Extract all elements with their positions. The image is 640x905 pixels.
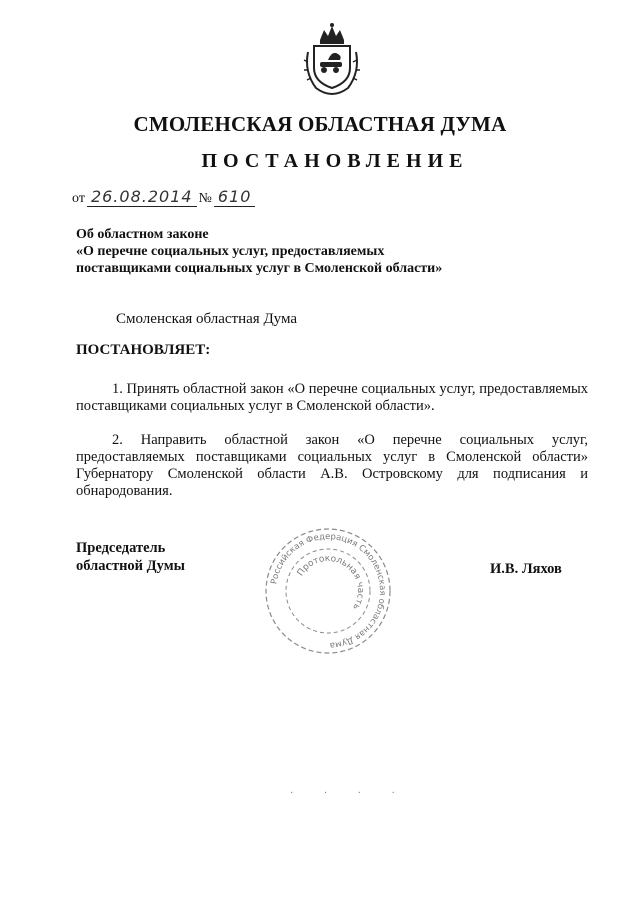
subject-line: «О перечне социальных услуг, предоставляемых (76, 244, 385, 259)
stamp-outer-text: Российская Федерация Смоленская областная Дума (269, 531, 388, 651)
signer-title (76, 539, 185, 575)
date-prefix: от (72, 191, 85, 206)
document-date: 26.08.2014 (87, 188, 197, 207)
coat-of-arms-icon (302, 22, 362, 98)
svg-text:Протокольная часть (296, 554, 365, 611)
subject-line: поставщиками социальных услуг в Смоленской области» (76, 261, 443, 276)
intro-text: Смоленская областная Дума (116, 311, 298, 327)
number-label: № (198, 191, 212, 206)
signer-title-line: областной Думы (76, 558, 185, 574)
scan-dots: · · · · (290, 788, 409, 799)
organization-title: СМОЛЕНСКАЯ ОБЛАСТНАЯ ДУМА (133, 112, 507, 136)
resolution-item: 1. Принять областной закон «О перечне социальных услуг, предоставляемых поставщиками социальных услуг в Смоленской области». (76, 381, 588, 414)
resolution-item: 2. Направить областной закон «О перечне социальных услуг, предоставляемых поставщиками социальных услуг в Смоленской области» Губернатору Смоленской области А.В. Островскому для подписания и обнародования. (76, 432, 588, 499)
signer-name: И.В. Ляхов (490, 561, 562, 577)
date-number-line (72, 188, 255, 207)
official-seal-icon (262, 525, 394, 657)
signer-title-line: Председатель (76, 540, 166, 556)
stamp-inner-text: Протокольная часть (295, 553, 366, 612)
document-subject (76, 226, 496, 277)
svg-text:Российская Федерация Смоленска (269, 532, 387, 650)
subject-line: Об областном законе (76, 227, 209, 242)
document-type: ПОСТАНОВЛЕНИЕ (201, 150, 469, 172)
document-number: 610 (214, 188, 256, 207)
resolves-heading: ПОСТАНОВЛЯЕТ: (76, 342, 211, 358)
